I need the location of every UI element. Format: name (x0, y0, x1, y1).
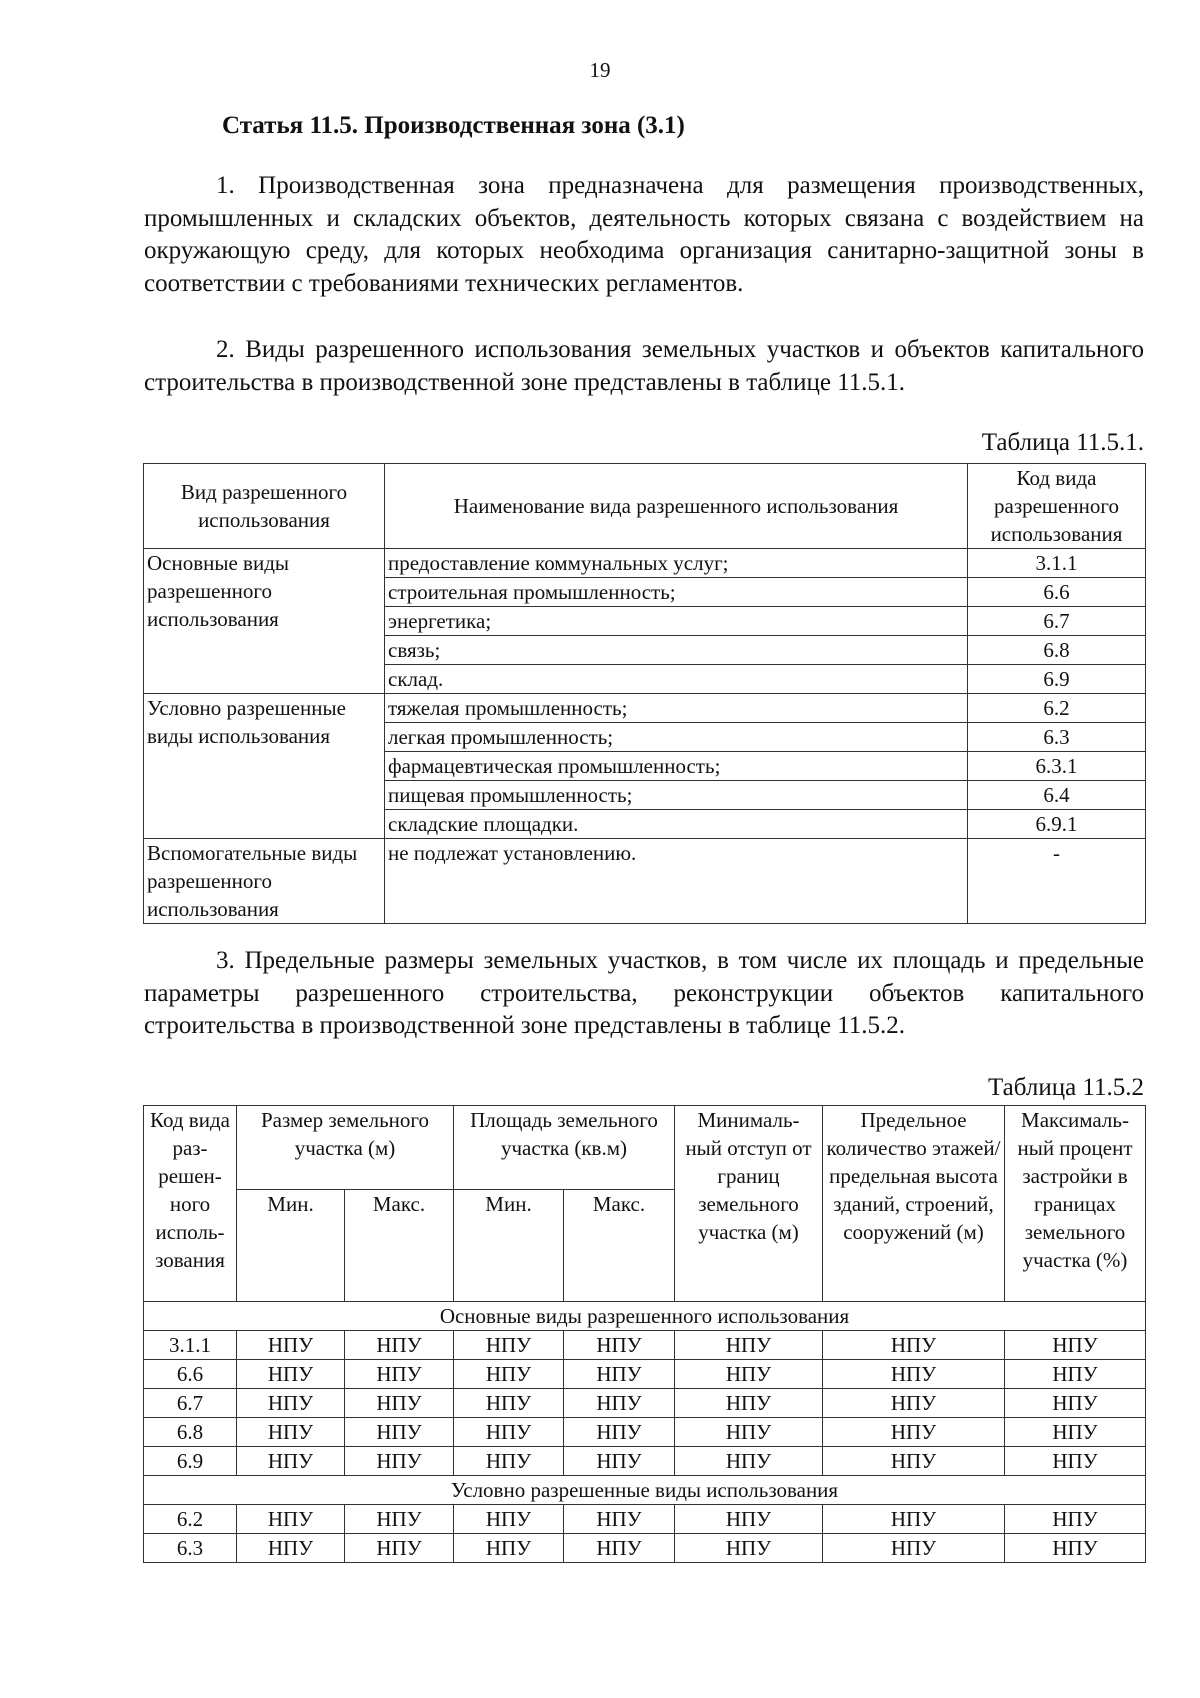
row-code-cell: 3.1.1 (144, 1331, 237, 1360)
value-cell: НПУ (564, 1360, 675, 1389)
use-name-cell: пищевая промышленность; (385, 781, 968, 810)
table-row (144, 1418, 1146, 1447)
value-cell: НПУ (564, 1389, 675, 1418)
value-cell: НПУ (823, 1360, 1005, 1389)
header-code: Код вида раз- решен- ного исполь- зования (144, 1106, 237, 1302)
row-code-cell: 6.3 (144, 1534, 237, 1563)
paragraph-3: 3. Предельные размеры земельных участков, в том числе их площадь и предельные параметры разрешенного строительства, реконструкции объектов капитального строительства в производственной зоне представлены в таблице 11.5.2. (144, 947, 1144, 1040)
value-cell: НПУ (675, 1534, 823, 1563)
value-cell: НПУ (237, 1418, 345, 1447)
header-lot-area: Площадь земельного участка (кв.м) (454, 1106, 675, 1190)
value-cell: НПУ (345, 1534, 454, 1563)
use-name-cell: предоставление коммунальных услуг; (385, 549, 968, 578)
group-title-cell: Основные виды разрешенного использования (144, 1302, 1146, 1331)
value-cell: НПУ (564, 1505, 675, 1534)
use-code-cell: - (968, 839, 1146, 924)
table-row (144, 549, 1146, 578)
permitted-use-table (143, 463, 1146, 924)
value-cell: НПУ (345, 1447, 454, 1476)
use-code-cell: 6.9.1 (968, 810, 1146, 839)
value-cell: НПУ (1005, 1418, 1146, 1447)
header-lot-size-max: Макс. (345, 1190, 454, 1302)
value-cell: НПУ (1005, 1505, 1146, 1534)
value-cell: НПУ (345, 1389, 454, 1418)
value-cell: НПУ (823, 1505, 1005, 1534)
value-cell: НПУ (823, 1389, 1005, 1418)
paragraph-1: 1. Производственная зона предназначена для размещения производственных, промышленных и складских объектов, деятельность которых связана с воздействием на окружающую среду, для которых необходима организация санитарно-защитной зоны в соответствии с требованиями технических регламентов. (144, 172, 1144, 297)
use-name-cell: фармацевтическая промышленность; (385, 752, 968, 781)
value-cell: НПУ (454, 1389, 564, 1418)
value-cell: НПУ (823, 1418, 1005, 1447)
value-cell: НПУ (345, 1505, 454, 1534)
value-cell: НПУ (675, 1505, 823, 1534)
table-row (144, 1331, 1146, 1360)
parameters-table (143, 1105, 1146, 1563)
value-cell: НПУ (237, 1534, 345, 1563)
table-row (144, 694, 1146, 723)
use-code-cell: 6.3.1 (968, 752, 1146, 781)
use-code-cell: 6.3 (968, 723, 1146, 752)
row-code-cell: 6.9 (144, 1447, 237, 1476)
table-1-header-cell: Код вида разрешенного использования (968, 464, 1146, 549)
table-row (144, 1360, 1146, 1389)
value-cell: НПУ (1005, 1331, 1146, 1360)
table-1-header-cell: Наименование вида разрешенного использования (385, 464, 968, 549)
use-code-cell: 6.4 (968, 781, 1146, 810)
value-cell: НПУ (823, 1447, 1005, 1476)
use-code-cell: 6.2 (968, 694, 1146, 723)
table-row (144, 1389, 1146, 1418)
value-cell: НПУ (1005, 1534, 1146, 1563)
use-code-cell: 3.1.1 (968, 549, 1146, 578)
use-name-cell: строительная промышленность; (385, 578, 968, 607)
paragraph-2: 2. Виды разрешенного использования земельных участков и объектов капитального строительства в производственной зоне представлены в таблице 11.5.1. (144, 336, 1144, 396)
use-name-cell: не подлежат установлению. (385, 839, 968, 924)
value-cell: НПУ (237, 1360, 345, 1389)
use-name-cell: тяжелая промышленность; (385, 694, 968, 723)
page-number: 19 (589, 58, 611, 82)
value-cell: НПУ (675, 1447, 823, 1476)
row-code-cell: 6.2 (144, 1505, 237, 1534)
value-cell: НПУ (675, 1331, 823, 1360)
header-lot-size: Размер земельного участка (м) (237, 1106, 454, 1190)
value-cell: НПУ (454, 1331, 564, 1360)
value-cell: НПУ (345, 1360, 454, 1389)
value-cell: НПУ (345, 1331, 454, 1360)
use-category-cell: Вспомогательные виды разрешенного использования (144, 839, 385, 924)
group-row (144, 1302, 1146, 1331)
use-name-cell: связь; (385, 636, 968, 665)
value-cell: НПУ (237, 1331, 345, 1360)
use-code-cell: 6.9 (968, 665, 1146, 694)
value-cell: НПУ (675, 1418, 823, 1447)
value-cell: НПУ (454, 1447, 564, 1476)
table-1-header-cell: Вид разрешенного использования (144, 464, 385, 549)
header-min-setback: Минималь- ный отступ от границ земельного участка (м) (675, 1106, 823, 1302)
use-name-cell: склад. (385, 665, 968, 694)
group-row (144, 1476, 1146, 1505)
value-cell: НПУ (454, 1505, 564, 1534)
value-cell: НПУ (454, 1360, 564, 1389)
table-row (144, 1534, 1146, 1563)
table-row (144, 1505, 1146, 1534)
article-title: Статья 11.5. Производственная зона (3.1) (222, 112, 685, 139)
table-1-caption: Таблица 11.5.1. (981, 429, 1144, 456)
value-cell: НПУ (237, 1505, 345, 1534)
use-category-cell: Основные виды разрешенного использования (144, 549, 385, 694)
use-category-cell: Условно разрешенные виды использования (144, 694, 385, 839)
value-cell: НПУ (675, 1360, 823, 1389)
value-cell: НПУ (1005, 1447, 1146, 1476)
header-max-floors: Предельное количество этажей/ предельная высота зданий, строений, сооружений (м) (823, 1106, 1005, 1302)
value-cell: НПУ (345, 1418, 454, 1447)
value-cell: НПУ (1005, 1360, 1146, 1389)
table-row (144, 1447, 1146, 1476)
header-lot-size-min: Мин. (237, 1190, 345, 1302)
group-title-cell: Условно разрешенные виды использования (144, 1476, 1146, 1505)
value-cell: НПУ (564, 1447, 675, 1476)
header-lot-area-max: Макс. (564, 1190, 675, 1302)
row-code-cell: 6.7 (144, 1389, 237, 1418)
header-lot-area-min: Мин. (454, 1190, 564, 1302)
use-name-cell: энергетика; (385, 607, 968, 636)
value-cell: НПУ (1005, 1389, 1146, 1418)
header-max-coverage: Максималь- ный процент застройки в границах земельного участка (%) (1005, 1106, 1146, 1302)
value-cell: НПУ (823, 1534, 1005, 1563)
value-cell: НПУ (454, 1534, 564, 1563)
row-code-cell: 6.6 (144, 1360, 237, 1389)
value-cell: НПУ (823, 1331, 1005, 1360)
row-code-cell: 6.8 (144, 1418, 237, 1447)
use-code-cell: 6.6 (968, 578, 1146, 607)
value-cell: НПУ (675, 1389, 823, 1418)
use-name-cell: легкая промышленность; (385, 723, 968, 752)
value-cell: НПУ (564, 1331, 675, 1360)
use-code-cell: 6.7 (968, 607, 1146, 636)
value-cell: НПУ (454, 1418, 564, 1447)
table-2-caption: Таблица 11.5.2 (988, 1074, 1144, 1101)
value-cell: НПУ (564, 1534, 675, 1563)
value-cell: НПУ (237, 1447, 345, 1476)
value-cell: НПУ (237, 1389, 345, 1418)
table-row (144, 839, 1146, 924)
use-name-cell: складские площадки. (385, 810, 968, 839)
use-code-cell: 6.8 (968, 636, 1146, 665)
value-cell: НПУ (564, 1418, 675, 1447)
